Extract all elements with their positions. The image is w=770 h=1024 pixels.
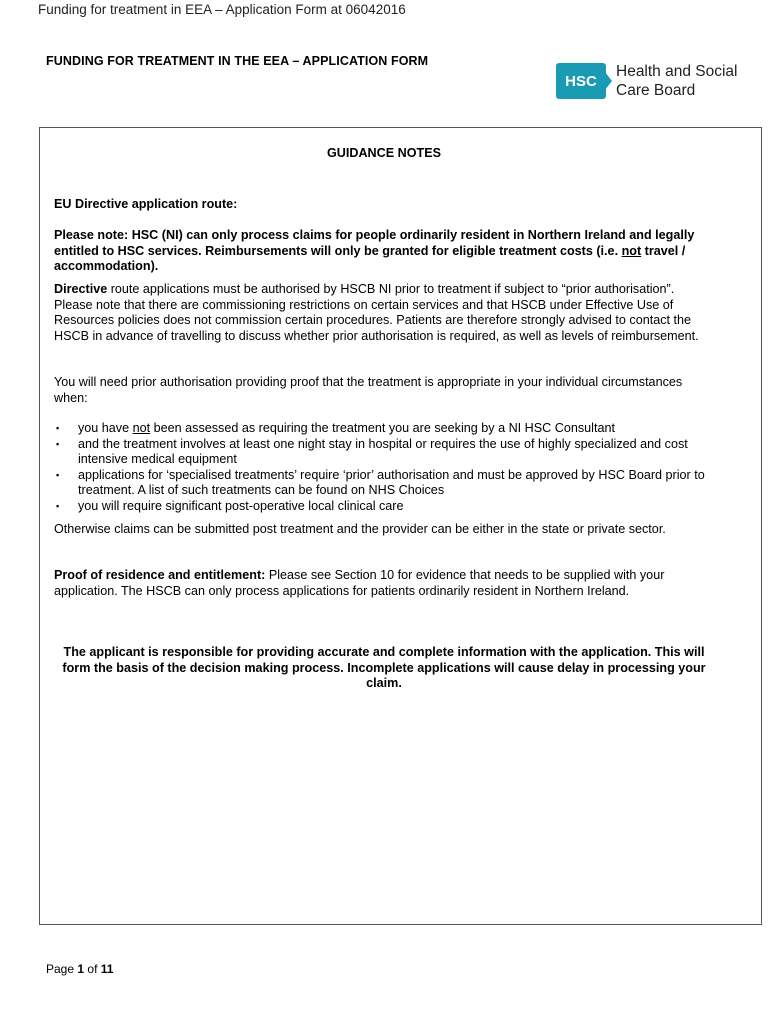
- list-item: ▪ you will require significant post-operative local clinical care: [54, 499, 714, 515]
- list-item: ▪ and the treatment involves at least one night stay in hospital or requires the use of highly specialized and cost intensive medical equipment: [54, 437, 714, 468]
- prior-auth-paragraph: You will need prior authorisation providing proof that the treatment is appropriate in your individual circumstances when:: [54, 375, 683, 405]
- logo-line-1: Health and Social: [616, 63, 738, 80]
- bullet1-not: not: [132, 421, 151, 435]
- list-item: [54, 421, 714, 437]
- please-note-paragraph: [54, 228, 714, 275]
- of-label: of: [87, 962, 98, 976]
- directive-bold: Directive: [54, 282, 108, 296]
- criteria-list: [54, 421, 714, 514]
- responsibility-paragraph: The applicant is responsible for providing accurate and complete information with the application. This will form the basis of the decision making process. Incomplete applications will cause delay in processing your claim.: [62, 645, 706, 690]
- otherwise-paragraph: Otherwise claims can be submitted post treatment and the provider can be either in the state or private sector.: [54, 522, 666, 536]
- note-not: not: [621, 243, 642, 258]
- logo-text: [616, 62, 738, 100]
- running-title: Funding for treatment in EEA – Application Form at 06042016: [38, 2, 406, 17]
- proof-text: Please see Section 10 for evidence that needs to be supplied with your application. The HSCB can only process applications for patients ordinarily resident in Northern Ireland.: [54, 568, 665, 598]
- page-label: Page: [46, 962, 75, 976]
- route-heading: EU Directive application route:: [54, 197, 238, 211]
- directive-paragraph: [54, 282, 714, 344]
- list-item: ▪ applications for ‘specialised treatments’ require ‘prior’ authorisation and must be approved by HSC Board prior to treatment. A list of such treatments can be found on NHS Choices: [54, 468, 714, 499]
- hsc-logo: [556, 62, 738, 100]
- logo-line-2: Care Board: [616, 82, 696, 99]
- page-footer: [46, 962, 113, 976]
- note-text-a: Please note: HSC (NI) can only process claims for people ordinarily resident in Northern Ireland and legally entitled to HSC services. Reimbursements will only be granted for eligible treatment costs (i.e.: [54, 228, 695, 258]
- directive-text: route applications must be authorised by HSCB NI prior to treatment if subject to “prior authorisation”. Please note that there are commissioning restrictions on certain services and that HSCB under Effective Use of Resources policies does not commission certain procedures. Patients are therefore strongly advised to contact the HSCB in advance of travelling to discuss whether prior authorisation is required, as well as levels of reimbursement.: [54, 282, 699, 343]
- proof-bold: Proof of residence and entitlement:: [54, 568, 266, 582]
- note-text-b: travel / accommodation).: [54, 243, 686, 273]
- logo-badge: HSC: [556, 63, 606, 99]
- guidance-heading: GUIDANCE NOTES: [326, 146, 442, 160]
- form-title: FUNDING FOR TREATMENT IN THE EEA – APPLICATION FORM: [46, 54, 429, 68]
- bullet1-a: you have: [78, 421, 133, 435]
- bullet1-b: been assessed as requiring the treatment you are seeking by a NI HSC Consultant: [150, 421, 615, 435]
- proof-paragraph: [54, 568, 714, 599]
- page-total: 11: [100, 962, 114, 976]
- page-number: 1: [77, 962, 85, 976]
